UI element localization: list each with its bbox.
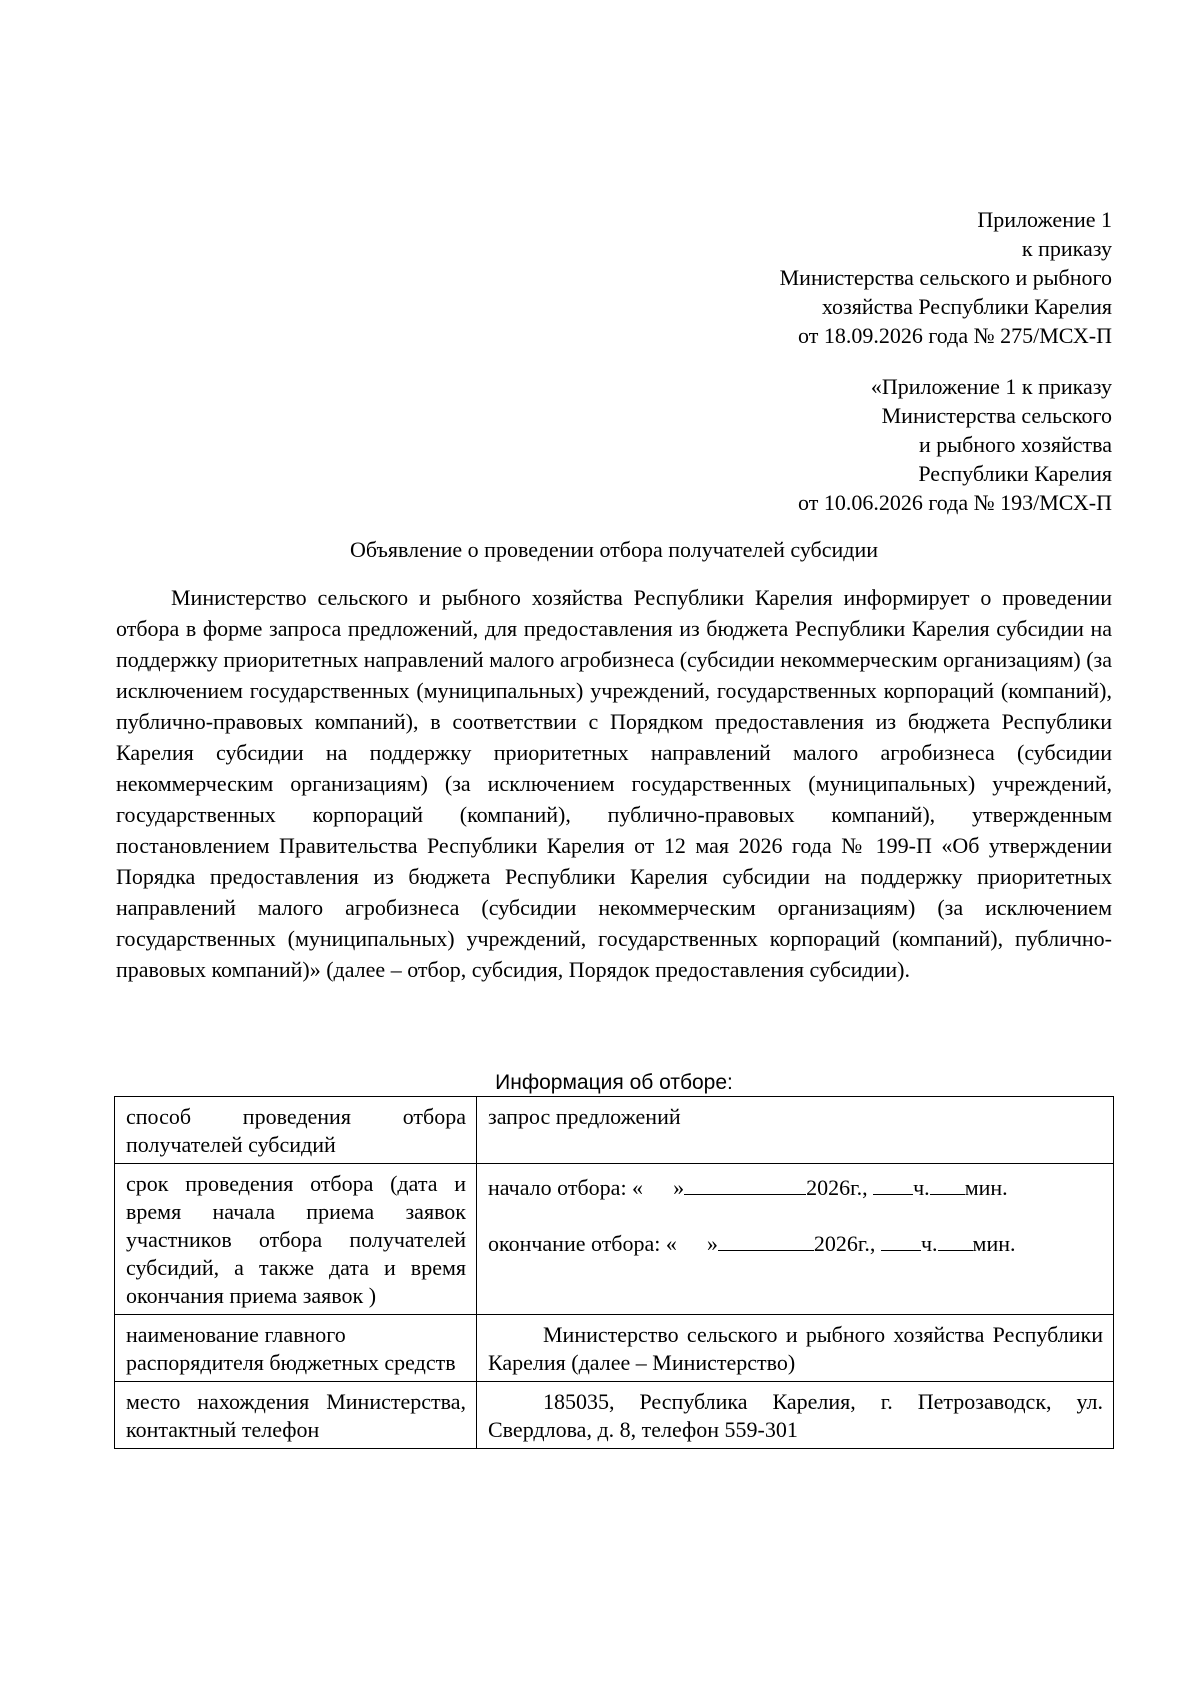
table-row [115, 1097, 1114, 1164]
start-hour-unit: ч. [913, 1175, 930, 1200]
end-year: 2026г., [813, 1231, 876, 1256]
appendix-line: к приказу [1021, 236, 1112, 261]
appendix-line: Министерства сельского и рыбного [779, 265, 1112, 290]
prev-appendix-line: Республики Карелия [918, 461, 1112, 486]
row-label-period: срок проведения отбора (дата и время начала приема заявок участников отбора получателей субсидий, а также дата и время окончания приема заявок ) [115, 1164, 477, 1315]
appendix-header [700, 205, 1112, 350]
prev-appendix-line: Министерства сельского [881, 403, 1112, 428]
selection-info-table [114, 1096, 1114, 1449]
start-date-line [488, 1174, 1103, 1202]
document-title: Объявление о проведении отбора получателей субсидии [349, 537, 879, 562]
table-caption: Информация об отборе: [495, 1071, 733, 1094]
start-day-blank [643, 1177, 673, 1195]
table-row [115, 1315, 1114, 1382]
prev-appendix-line: от 10.06.2026 года № 193/МСХ-П [798, 490, 1112, 515]
start-minute-blank [930, 1176, 965, 1195]
row-value-method: запрос предложений [477, 1097, 1114, 1164]
distributor-text: Министерство сельского и рыбного хозяйства Республики Карелия (далее – Министерство) [488, 1322, 1103, 1375]
start-year: 2026г., [806, 1175, 868, 1200]
row-value-location [477, 1382, 1114, 1449]
body-paragraph: Министерство сельского и рыбного хозяйства Республики Карелия информирует о проведении отбора в форме запроса предложений, для предоставления из бюджета Республики Карелия субсидии на поддержку приоритетных направлений малого агробизнеса (субсидии некоммерческим организациям) (за исключением государственных (муниципальных) учреждений, государственных корпораций (компаний), публично-правовых компаний), в соответствии с Порядком предоставления из бюджета Республики Карелия субсидии на поддержку приоритетных направлений малого агробизнеса (субсидии некоммерческим организациям) (за исключением государственных (муниципальных) учреждений, государственных корпораций (компаний), публично-правовых компаний), утвержденным постановлением Правительства Республики Карелия от 12 мая 2026 года № 199-П «Об утверждении Порядка предоставления из бюджета Республики Карелия субсидии на поддержку приоритетных направлений малого агробизнеса (субсидии некоммерческим организациям) (за исключением государственных (муниципальных) учреждений, государственных корпораций (компаний), публично-правовых компаний)» (далее – отбор, субсидия, Порядок предоставления субсидии). [116, 585, 1112, 982]
end-day-blank [677, 1233, 707, 1251]
end-hour-unit: ч. [920, 1231, 938, 1256]
end-close-quote: » [706, 1231, 718, 1256]
row-value-distributor [477, 1315, 1114, 1382]
end-minute-unit: мин. [972, 1231, 1016, 1256]
row-value-period [477, 1164, 1114, 1315]
end-date-prefix: окончание отбора: « [488, 1231, 677, 1256]
row-label-location: место нахождения Министерства, контактный телефон [115, 1382, 477, 1449]
appendix-line: Приложение 1 [977, 207, 1112, 232]
prev-appendix-line: «Приложение 1 к приказу [870, 374, 1112, 399]
end-hour-blank [881, 1232, 921, 1251]
row-label-distributor: наименование главного распорядителя бюджетных средств [115, 1315, 477, 1382]
table-row [115, 1164, 1114, 1315]
appendix-line: хозяйства Республики Карелия [821, 294, 1112, 319]
location-text: 185035, Республика Карелия, г. Петрозаводск, ул. Свердлова, д. 8, телефон 559-301 [488, 1389, 1103, 1442]
start-minute-unit: мин. [964, 1175, 1008, 1200]
previous-appendix-header [700, 372, 1112, 517]
table-row [115, 1382, 1114, 1449]
start-hour-blank [873, 1176, 913, 1195]
end-month-blank [718, 1232, 814, 1251]
start-date-prefix: начало отбора: « [488, 1175, 644, 1200]
start-close-quote: » [673, 1175, 685, 1200]
appendix-line: от 18.09.2026 года № 275/МСХ-П [798, 323, 1112, 348]
row-label-method: способ проведения отбора получателей субсидий [115, 1097, 477, 1164]
end-minute-blank [938, 1232, 973, 1251]
start-month-blank [684, 1176, 806, 1195]
prev-appendix-line: и рыбного хозяйства [919, 432, 1112, 457]
end-date-line [488, 1230, 1103, 1258]
